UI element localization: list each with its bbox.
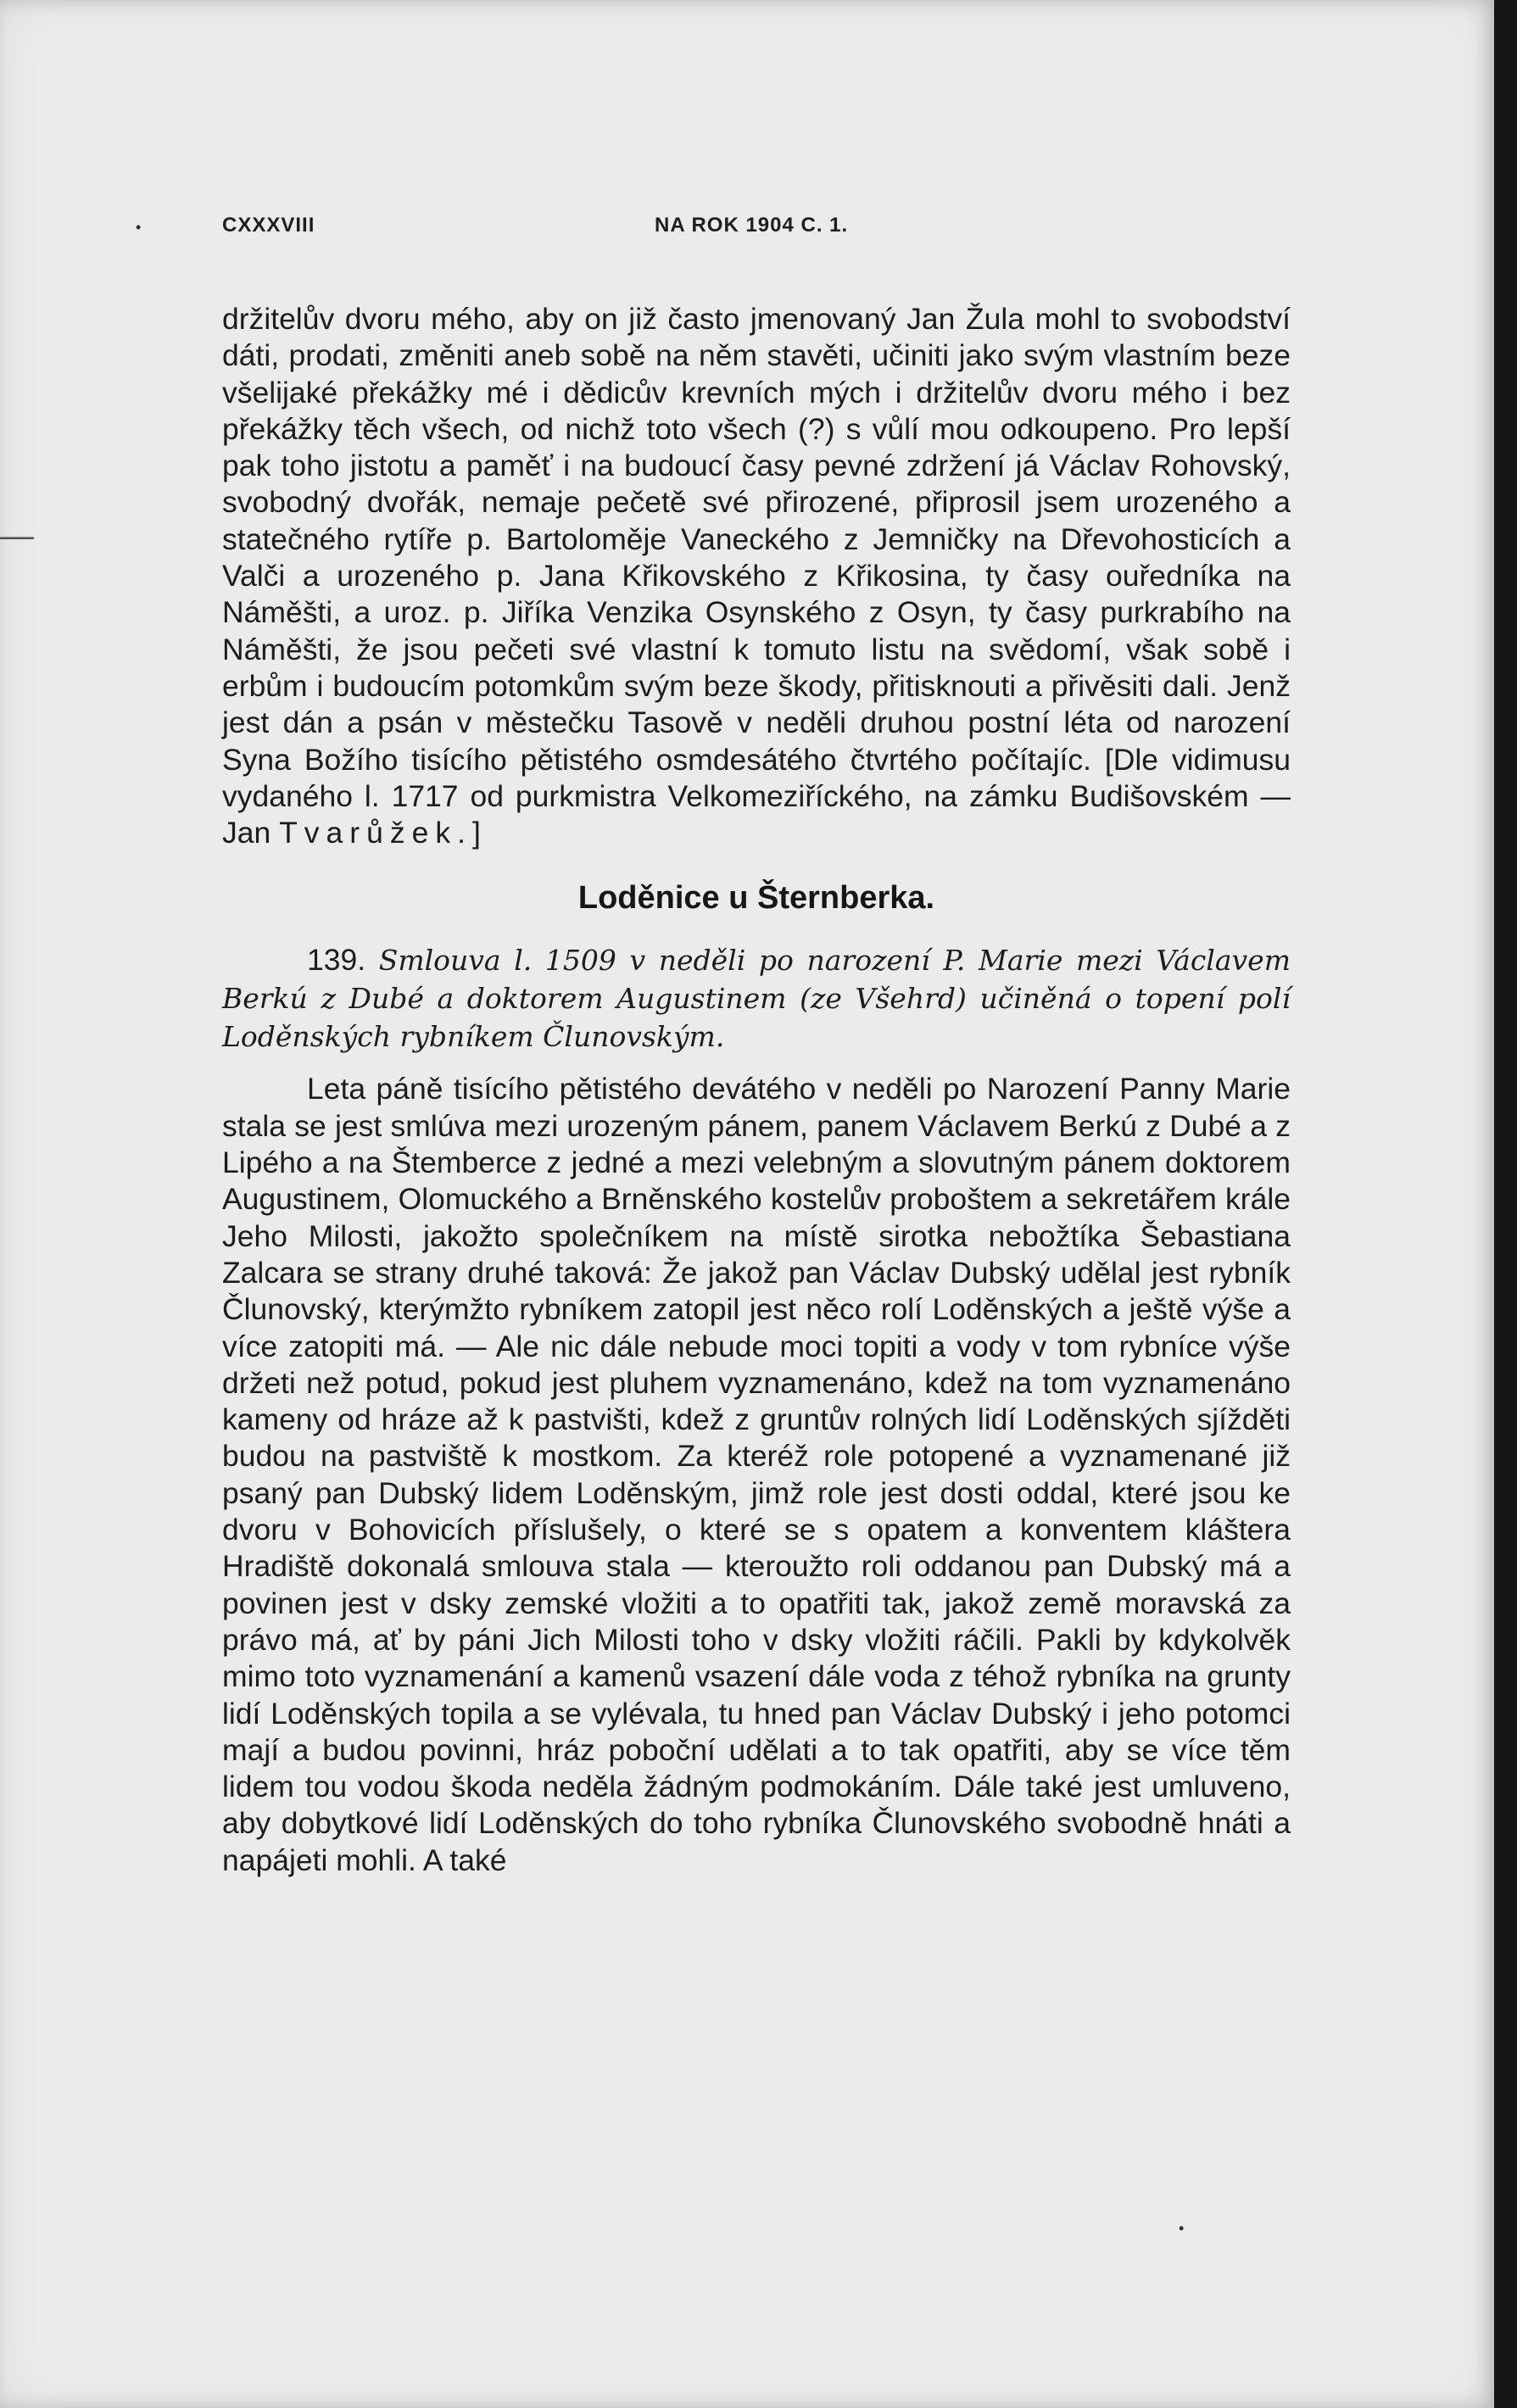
section-heading: Loděnice u Šternberka.: [577, 880, 935, 917]
page-number: CXXXVIII: [222, 214, 315, 237]
signature-name: Tvarůžek.]: [279, 816, 488, 850]
margin-bullet-mark: •: [136, 219, 142, 236]
entry-number: 139.: [307, 943, 366, 978]
continued-paragraph: [222, 301, 1291, 851]
running-title: NA ROK 1904 C. 1.: [655, 214, 849, 237]
paragraph-text: držitelův dvoru mého, aby on již často jmenovaný Jan Žula mohl to svobodství dáti, prodati, změniti aneb sobě na něm stavěti, učiniti jako svým vlastním beze všelijaké překážky mé i dědicův krevních mých i držitelův dvoru mého i bez překážky těch všech, od nichž toto všech (?) s vůlí mou odkoupeno. Pro lepší pak toho jistotu a paměť i na budoucí časy pevné zdržení já Václav Rohovský, svobodný dvořák, nemaje pečetě své přirozené, připrosil jsem urozeného a statečného rytíře p. Bartoloměje Vaneckého z Jemničky na Dřevohosticích a Valči a urozeného p. Jana Křikovského z Křikosina, ty časy ouředníka na Náměšti, a uroz. p. Jiříka Venzika Osynského z Osyn, ty časy purkrabího na Náměšti, že jsou pečeti své vlastní k tomuto listu na svědomí, však sobě i erbům i budoucím potomkům svým beze škody, přitisknouti a přivěsiti dali. Jenž jest dán a psán v městečku Tasově v neděli druhou postní léta od narození Syna Božího tisícího pětistého osmdesátého čtvrtého počítajíc. [Dle vidimusu vydaného l. 1717 od purkmistra Velkomeziříckého, na zámku Budišovském — Jan: [222, 302, 1291, 850]
entry-paragraph: Leta páně tisícího pětistého devátého v neděli po Narození Panny Marie stala se jest smlúva mezi urozeným pánem, panem Václavem Berkú z Dubé a z Lipého a na Štemberce z jedné a mezi velebným a slovutným pánem doktorem Augustinem, Olomuckého a Brněnského kostelův proboštem a sekretářem krále Jeho Milosti, jakožto společníkem na místě sirotka nebožtíka Šebastiana Zalcara se strany druhé taková: Že jakož pan Václav Dubský udělal jest rybník Člunovský, kterýmžto rybníkem zatopil jest něco rolí Loděnských a ještě výše a více zatopiti má. — Ale nic dále nebude moci topiti a vody v tom rybníce výše držeti než potud, pokud jest pluhem vyznamenáno, kdež na tom vyznamenáno kameny od hráze až k pastvišti, kdež z gruntův rolných lidí Loděnských sjížděti budou na pastviště k mostkom. Za kteréž role potopené a vyznamenané již psaný pan Dubský lidem Loděnským, jimž role jest dosti oddal, které jsou ke dvoru v Bohovicích příslušely, o které se s opatem a konventem kláštera Hradiště dokonalá smlouva stala — kteroužto roli oddanou pan Dubský má a povinen jest v dsky zemské vložiti a to opatřiti tak, jakož země moravská za právo má, ať by páni Jich Milosti toho v dsky vložiti ráčili. Pakli by kdykolvěk mimo toto vyznamenání a kamenů vsazení dále voda z téhož rybníka na grunty lidí Loděnských topila a se vylévala, tu hned pan Václav Dubský i jeho potomci mají a budou povinni, hráz poboční udělati a to tak opatřiti, aby se více těm lidem tou vodou škoda neděla žádným podmokáním. Dále také jest umluveno, aby dobytkové lidí Loděnských do toho rybníka Člunovského svobodně hnáti a napájeti mohli. A také: [222, 1072, 1291, 1877]
margin-dash-mark: —: [0, 517, 34, 555]
entry-rubric-text: Smlouva l. 1509 v neděli po narození P. Marie mezi Václavem Berkú z Dubé a doktorem Augustinem (ze Všehrd) učiněná o topení polí Loděnských rybníkem Člunovským.: [222, 944, 1291, 1054]
running-head: [222, 214, 1291, 248]
entry-rubric: [222, 941, 1291, 1056]
scan-edge: [1494, 0, 1517, 2408]
document-body: [222, 301, 1291, 1879]
page-speck-mark: •: [1179, 2220, 1185, 2237]
